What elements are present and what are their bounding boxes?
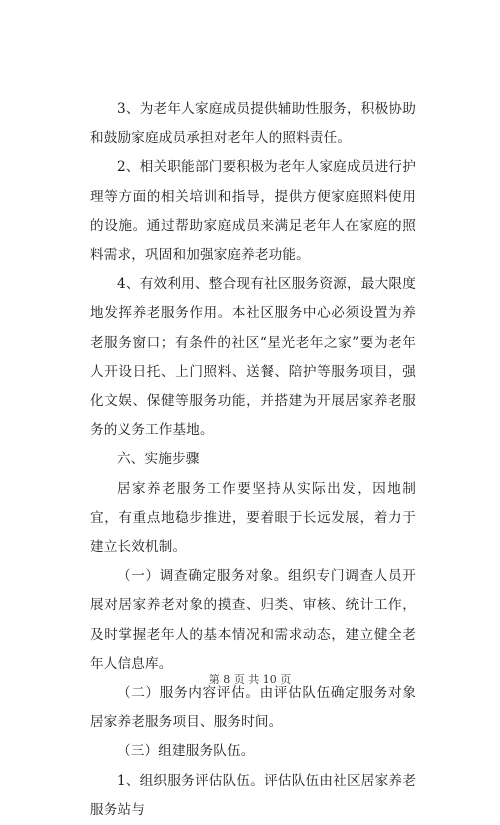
paragraph-item-3: 3、为老年人家庭成员提供辅助性服务，积极协助和鼓励家庭成员承担对老年人的照料责任。 — [90, 101, 416, 147]
paragraph-substep-1: 1、组织服务评估队伍。评估队伍由社区居家养老服务站与 — [90, 772, 416, 818]
page-footer: 第 8 页 共 10 页 — [208, 673, 292, 686]
section-heading-implementation-steps: 六、实施步骤 — [117, 451, 200, 468]
paragraph-item-2: 2、相关职能部门要积极为老年人家庭成员进行护理等方面的相关培训和指导，提供方便家庭照料使用的设施。通过帮助家庭成员来满足老年人在家庭的照料需求，巩固和加强家庭养老功能。 — [90, 159, 416, 264]
document-body — [90, 95, 416, 825]
paragraph-step-3: （三）组建服务队伍。 — [117, 743, 255, 760]
paragraph-step-2: （二）服务内容评估。由评估队伍确定服务对象居家养老服务项目、服务时间。 — [90, 685, 416, 731]
paragraph-item-4: 4、有效利用、整合现有社区服务资源，最大限度地发挥养老服务作用。本社区服务中心必须设置为养老服务窗口；有条件的社区“星光老年之家”要为老年人开设日托、上门照料、送餐、陪护等服务项目，强化文娱、保健等服务功能，并搭建为开展居家养老服务的义务工作基地。 — [90, 276, 416, 439]
paragraph-step-1: （一）调查确定服务对象。组织专门调查人员开展对居家养老对象的摸查、归类、审核、统计工作，及时掌握老年人的基本情况和需求动态，建立健全老年人信息库。 — [90, 568, 416, 672]
paragraph-intro: 居家养老服务工作要坚持从实际出发，因地制宜，有重点地稳步推进，要着眼于长远发展，着力于建立长效机制。 — [90, 480, 416, 556]
